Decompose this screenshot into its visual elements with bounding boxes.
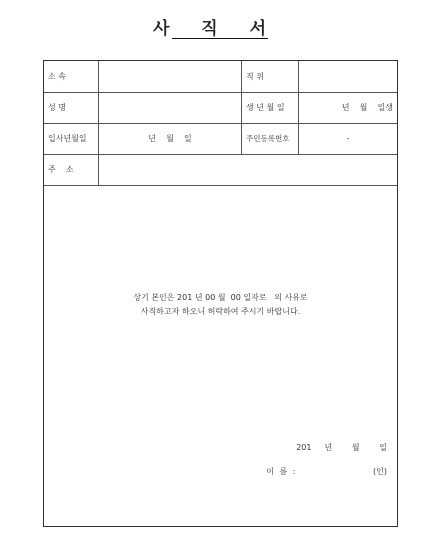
address-field[interactable] <box>98 154 397 185</box>
document-title: 사 직 서 <box>152 19 280 39</box>
row-address <box>44 154 397 186</box>
affiliation-field[interactable] <box>98 61 241 92</box>
statement-line-2: 사직하고자 하오니 허락하여 주시기 바랍니다. <box>140 307 301 316</box>
position-field[interactable] <box>298 61 397 92</box>
label-address: 주 소 <box>48 165 74 174</box>
label-name: 성 명 <box>48 103 66 112</box>
resignation-statement <box>44 291 397 319</box>
row-joindate-id <box>44 123 397 155</box>
label-position: 직 위 <box>241 61 298 92</box>
label-resident-number: 주민등록번호 <box>241 123 298 154</box>
resignation-form <box>43 60 398 527</box>
row-affiliation-position <box>44 61 397 93</box>
signature-date: 201 년 월 일 <box>296 443 387 452</box>
name-field[interactable] <box>98 92 241 123</box>
label-affiliation: 소 속 <box>48 72 66 81</box>
title-underline <box>172 38 268 39</box>
statement-line-1: 상기 본인은 201 년 00 월 00 일자로 의 사유로 <box>133 293 308 302</box>
birthdate-field[interactable]: 년 월 일생 <box>298 92 397 123</box>
join-date-field[interactable]: 년 월 일 <box>98 123 241 154</box>
label-birthdate: 생 년 월 일 <box>241 92 298 123</box>
resident-number-field[interactable]: - <box>298 123 397 154</box>
label-join-date: 입사년월일 <box>48 134 87 143</box>
row-name-birthdate <box>44 92 397 124</box>
signature-name: 이 름 : (인) <box>266 467 387 476</box>
